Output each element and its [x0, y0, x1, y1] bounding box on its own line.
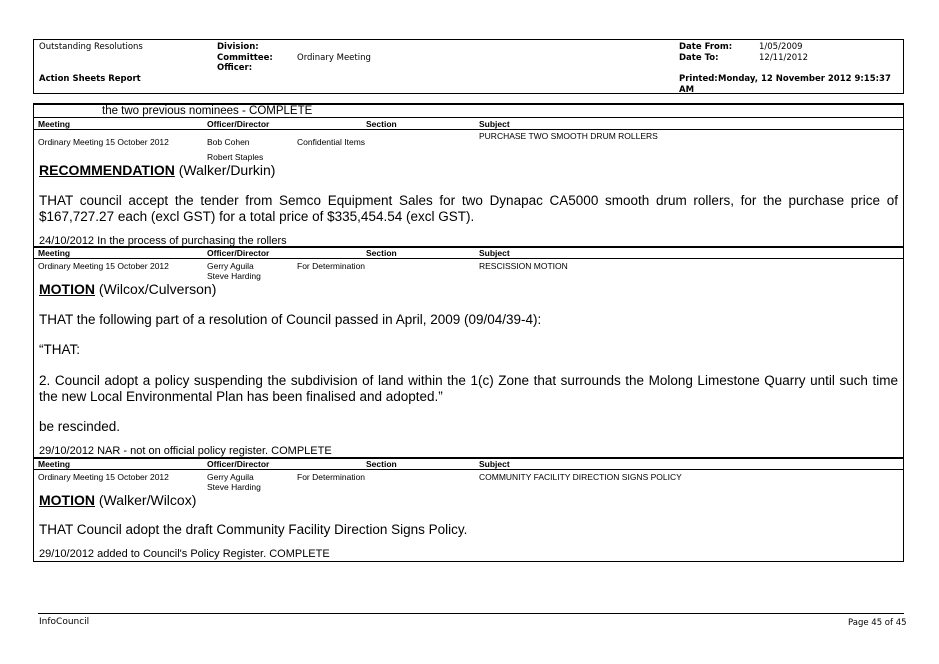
item-movers: (Walker/Durkin): [174, 162, 276, 178]
col-meeting-header: Meeting: [38, 459, 71, 469]
date-from-value: 1/05/2009: [759, 42, 803, 52]
report-name: Action Sheets Report: [39, 74, 141, 84]
outstanding-label: Outstanding Resolutions: [39, 42, 143, 52]
footer-app-name: InfoCouncil: [39, 617, 90, 627]
item-heading: MOTION: [39, 492, 95, 508]
item-officer-2: Steve Harding: [207, 271, 261, 281]
page-number: Page 45 of 45: [848, 618, 907, 628]
item-resolution-text: THAT council accept the tender from Semco Equipment Sales for two Dynapac CA5000 smooth drum rollers, for the purchase price of $167,727.27 each (excl GST) for a total price of $335,454.54 (excl GST).: [39, 193, 898, 224]
item-meeting: Ordinary Meeting 15 October 2012: [38, 137, 169, 147]
item-heading-line: [39, 492, 196, 508]
officer-label: Officer:: [217, 63, 253, 73]
item-note: 29/10/2012 NAR - not on official policy register. COMPLETE: [39, 445, 332, 457]
col-subject-header: Subject: [479, 248, 510, 258]
date-to-value: 12/11/2012: [759, 53, 808, 63]
divider: [34, 117, 903, 118]
item-officer-2: Robert Staples: [207, 152, 264, 162]
item-officer-2: Steve Harding: [207, 482, 261, 492]
divider: [34, 129, 903, 130]
item-subject: COMMUNITY FACILITY DIRECTION SIGNS POLICY: [479, 472, 682, 482]
item-resolution-text: THAT Council adopt the draft Community Facility Direction Signs Policy.: [39, 522, 468, 537]
divider: [34, 457, 903, 459]
item-officer: Gerry Aguila: [207, 472, 254, 482]
item-note: 29/10/2012 added to Council's Policy Register. COMPLETE: [39, 548, 330, 560]
col-subject-header: Subject: [479, 459, 510, 469]
item-heading-line: [39, 281, 216, 297]
item-note: 24/10/2012 In the process of purchasing the rollers: [39, 235, 287, 247]
item-officer: Gerry Aguila: [207, 261, 254, 271]
item-resolution-text: “THAT:: [39, 342, 80, 357]
printed-label: Printed:: [679, 74, 718, 84]
col-section-header: Section: [366, 459, 397, 469]
item-movers: (Wilcox/Culverson): [95, 281, 217, 297]
col-officer-header: Officer/Director: [207, 459, 270, 469]
carryover-text: the two previous nominees - COMPLETE: [102, 105, 313, 117]
item-resolution-text: be rescinded.: [39, 419, 121, 434]
col-meeting-header: Meeting: [38, 119, 71, 129]
division-label: Division:: [217, 42, 259, 52]
date-from-label: Date From:: [679, 42, 733, 52]
item-subject: RESCISSION MOTION: [479, 261, 568, 271]
item-heading-line: [39, 162, 275, 178]
committee-value: Ordinary Meeting: [297, 53, 371, 63]
item-movers: (Walker/Wilcox): [95, 492, 197, 508]
printed-value: Monday, 12 November 2012 9:15:37: [718, 74, 891, 84]
col-section-header: Section: [366, 119, 397, 129]
divider: [34, 469, 903, 470]
item-subject: PURCHASE TWO SMOOTH DRUM ROLLERS: [479, 131, 658, 141]
item-meeting: Ordinary Meeting 15 October 2012: [38, 472, 169, 482]
divider: [34, 246, 903, 248]
col-officer-header: Officer/Director: [207, 248, 270, 258]
divider: [34, 258, 903, 259]
item-section: Confidential Items: [297, 137, 366, 147]
footer-divider: [38, 613, 904, 614]
item-resolution-text: THAT the following part of a resolution of Council passed in April, 2009 (09/04/39-4):: [39, 312, 542, 327]
date-to-label: Date To:: [679, 53, 719, 63]
item-section: For Determination: [297, 472, 366, 482]
item-resolution-text: 2. Council adopt a policy suspending the subdivision of land within the 1(c) Zone that surrounds the Molong Limestone Quarry until such time the new Local Environmental Plan has been finalised and adopted.”: [39, 373, 898, 404]
col-section-header: Section: [366, 248, 397, 258]
printed-value-cont: AM: [679, 85, 695, 95]
item-heading: MOTION: [39, 281, 95, 297]
col-meeting-header: Meeting: [38, 248, 71, 258]
col-officer-header: Officer/Director: [207, 119, 270, 129]
item-section: For Determination: [297, 261, 366, 271]
committee-label: Committee:: [217, 53, 273, 63]
item-officer: Bob Cohen: [207, 137, 250, 147]
item-meeting: Ordinary Meeting 15 October 2012: [38, 261, 169, 271]
col-subject-header: Subject: [479, 119, 510, 129]
item-heading: RECOMMENDATION: [39, 162, 175, 178]
